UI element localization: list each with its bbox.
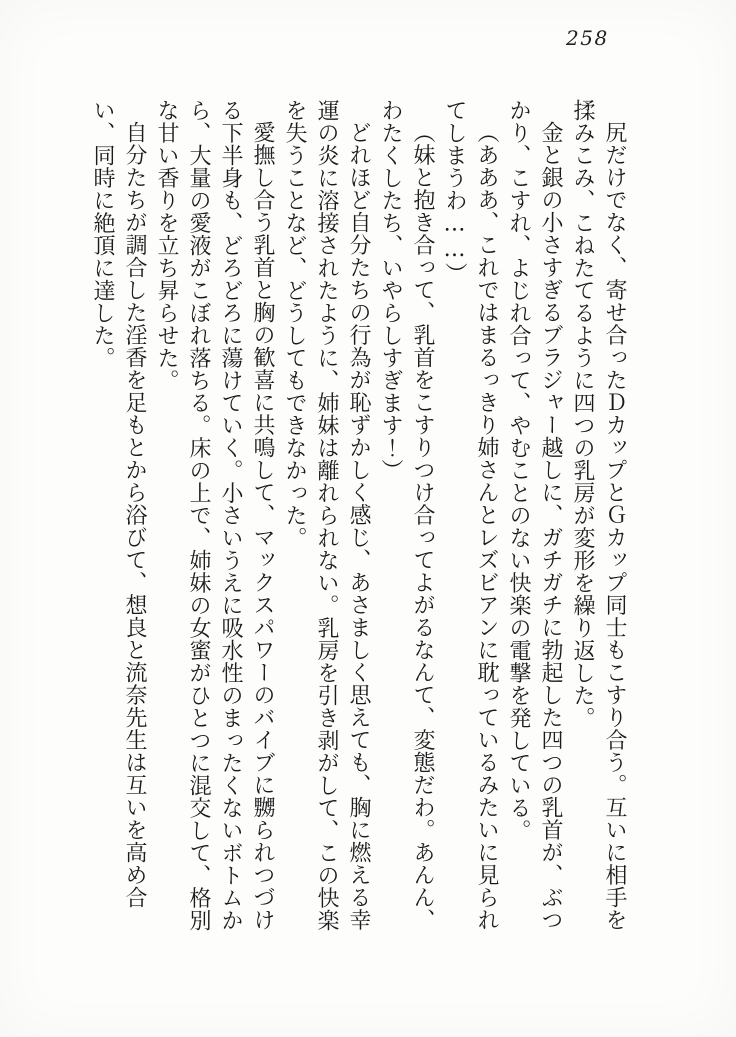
page-number: 258: [566, 26, 609, 50]
paragraph-2: 金と銀の小さすぎるブラジャー越しに、ガチガチに勃起した四つの乳首が、ぶつかり、こすれ、よじれ合って、やむことのない快楽の電撃を発している。: [506, 99, 563, 931]
paragraph-3: （あああ、これではまるっきり姉さんとレズビアンに耽っているみたいに見られてしまうわ……）: [442, 99, 499, 931]
page-text: [86, 99, 630, 943]
paragraph-4: （妹と抱き合って、乳首をこすりつけ合ってよがるなんて、変態だわ。あんん、わたくしたち、いやらしすぎます！）: [378, 99, 435, 931]
paragraph-5: どれほど自分たちの行為が恥ずかしく感じ、あさましく思えても、胸に燃える幸運の炎に溶接されたように、姉妹は離れられない。乳房を引き剥がして、この快楽を失うことなど、どうしてもできなかった。: [282, 99, 371, 932]
paragraph-1: 尻だけでなく、寄せ合ったＤカップとＧカップ同士もこすり合う。互いに相手を揉みこみ、こねたてるように四つの乳房が変形を繰り返した。: [570, 99, 627, 931]
paragraph-7: 自分たちが調合した淫香を足もとから浴びて、想良と流奈先生は互いを高め合い、同時に絶頂に達した。: [90, 99, 147, 909]
paragraph-6: 愛撫し合う乳首と胸の歓喜に共鳴して、マックスパワーのバイブに嬲られつづける下半身も、どろどろに蕩けていく。小さいうえに吸水性のまったくないボトムから、大量の愛液がこぼれ落ちる。床の上で、姉妹の女蜜がひとつに混交して、格別な甘い香りを立ち昇らせた。: [154, 99, 275, 932]
